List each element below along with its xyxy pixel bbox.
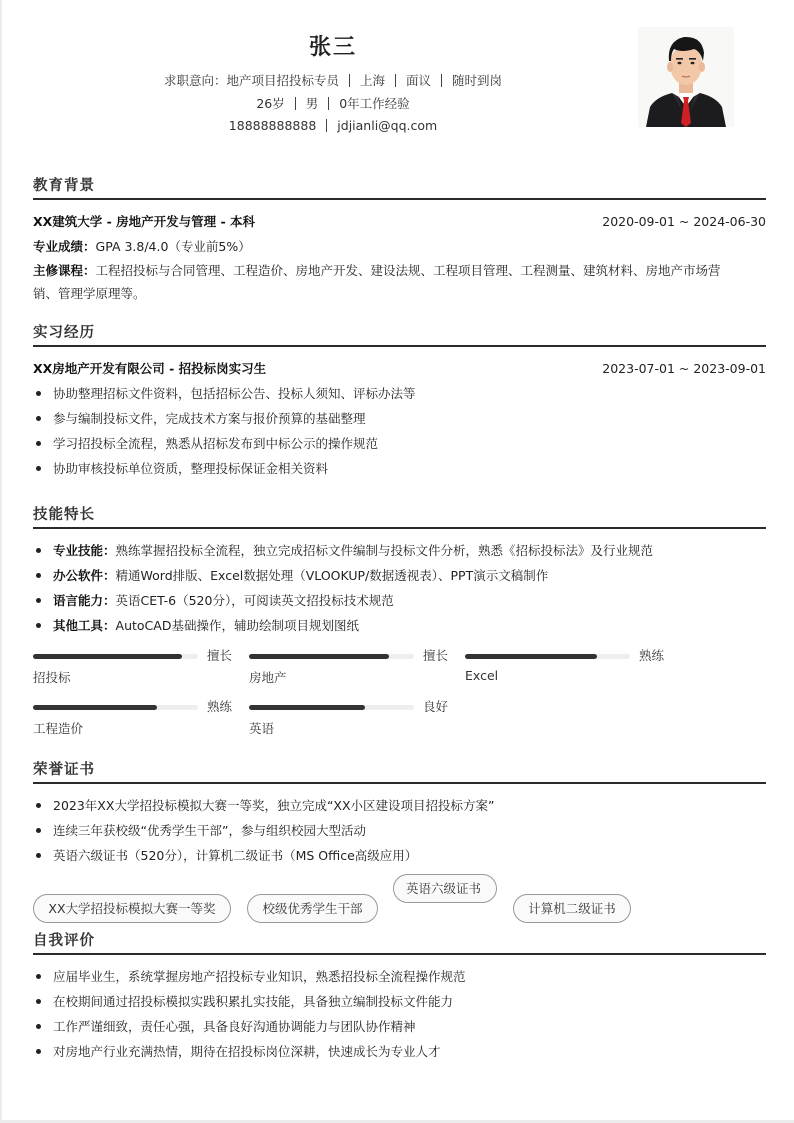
divider <box>441 74 442 87</box>
progress-fill <box>33 654 182 659</box>
internship-dates: 2023-07-01 ~ 2023-09-01 <box>602 360 766 376</box>
list-item: 英语六级证书（520分），计算机二级证书（MS Office高级应用） <box>33 843 766 868</box>
honor-tag: 校级优秀学生干部 <box>247 894 378 923</box>
progress-track <box>249 654 414 659</box>
section-title: 荣誉证书 <box>33 762 95 778</box>
progress-fill <box>33 705 157 710</box>
progress-track <box>249 705 414 710</box>
skill-text: 精通Word排版、Excel数据处理（VLOOKUP/数据透视表）、PPT演示文稿制作 <box>115 567 549 583</box>
skill-bars <box>33 648 733 743</box>
skill-level: 良好 <box>423 699 449 714</box>
section-education <box>33 174 766 305</box>
email: jdjianli@qq.com <box>337 118 438 133</box>
section-title: 自我评价 <box>33 933 95 949</box>
skill-level: 熟练 <box>639 648 665 663</box>
progress-fill <box>465 654 597 659</box>
salary: 面议 <box>406 73 432 88</box>
education-dates: 2020-09-01 ~ 2024-06-30 <box>602 213 766 229</box>
section-title: 教育背景 <box>33 178 95 194</box>
experience: 0年工作经验 <box>339 96 410 111</box>
courses-row <box>33 259 766 305</box>
company-role: XX房地产开发有限公司 - 招投标岗实习生 <box>33 360 267 376</box>
skill-bar-fangdichan <box>249 648 449 692</box>
honor-tag: 英语六级证书 <box>393 874 497 903</box>
honor-tag: XX大学招投标模拟大赛一等奖 <box>33 894 231 923</box>
section-title: 技能特长 <box>33 507 95 523</box>
list-item: 协助整理招标文件资料，包括招标公告、投标人须知、评标办法等 <box>33 381 766 406</box>
skills-bullets <box>33 538 766 638</box>
list-item: 对房地产行业充满热情，期待在招投标岗位深耕，快速成长为专业人才 <box>33 1039 766 1064</box>
skill-level: 擅长 <box>207 648 233 663</box>
courses-label: 主修课程： <box>33 262 96 278</box>
skill-level: 擅长 <box>423 648 449 663</box>
list-item: 学习招投标全流程，熟悉从招标发布到中标公示的操作规范 <box>33 431 766 456</box>
skill-name: 工程造价 <box>33 721 84 736</box>
skill-bar-excel <box>465 648 665 692</box>
progress-track <box>33 705 198 710</box>
divider <box>395 74 396 87</box>
skill-name: 英语 <box>249 721 275 736</box>
resume-header <box>2 0 794 150</box>
honors-bullets <box>33 793 766 868</box>
skill-text: 英语CET-6（520分），可阅读英文招投标技术规范 <box>115 592 394 608</box>
candidate-name: 张三 <box>308 35 357 60</box>
progress-fill <box>249 705 365 710</box>
list-item <box>33 538 766 563</box>
progress-track <box>33 654 198 659</box>
divider <box>295 97 296 110</box>
gpa-value: GPA 3.8/4.0（专业前5%） <box>95 238 251 254</box>
skill-text: AutoCAD基础操作，辅助绘制项目规划图纸 <box>115 617 359 633</box>
list-item: 协助审核投标单位资质，整理投标保证金相关资料 <box>33 456 766 481</box>
list-item <box>33 563 766 588</box>
list-item: 工作严谨细致，责任心强，具备良好沟通协调能力与团队协作精神 <box>33 1014 766 1039</box>
section-skills <box>33 503 766 638</box>
list-item: 连续三年获校级“优秀学生干部”，参与组织校园大型活动 <box>33 818 766 843</box>
internship-entry <box>33 356 766 381</box>
skill-name: 房地产 <box>249 670 287 685</box>
section-self-evaluation <box>33 929 766 1064</box>
list-item <box>33 588 766 613</box>
skill-label: 其他工具： <box>53 617 116 633</box>
avatar-illustration-icon <box>638 27 734 127</box>
gpa-row <box>33 234 766 259</box>
gender: 男 <box>305 96 319 111</box>
skill-label: 专业技能： <box>53 542 116 558</box>
honor-tags <box>33 874 733 924</box>
school-degree: XX建筑大学 - 房地产开发与管理 - 本科 <box>33 213 256 229</box>
section-internship <box>33 321 766 481</box>
skill-level: 熟练 <box>207 699 233 714</box>
progress-fill <box>249 654 389 659</box>
list-item: 参与编制投标文件，完成技术方案与报价预算的基础整理 <box>33 406 766 431</box>
skill-label: 语言能力： <box>53 592 116 608</box>
availability: 随时到岗 <box>452 73 503 88</box>
skill-bar-zhaotoubiao <box>33 648 233 692</box>
list-item <box>33 613 766 638</box>
skill-label: 办公软件： <box>53 567 116 583</box>
education-entry <box>33 209 766 234</box>
divider <box>328 97 329 110</box>
skill-bar-english <box>249 699 449 743</box>
job-intent-line <box>2 71 664 89</box>
divider <box>349 74 350 87</box>
courses-value: 工程招投标与合同管理、工程造价、房地产开发、建设法规、工程项目管理、工程测量、建筑材料、房地产市场营 <box>95 262 721 278</box>
gpa-label: 专业成绩： <box>33 238 96 254</box>
section-honors <box>33 758 766 868</box>
skill-name: Excel <box>465 668 499 683</box>
skill-name: 招投标 <box>33 670 71 685</box>
internship-bullets <box>33 381 766 481</box>
phone: 18888888888 <box>228 118 317 133</box>
progress-track <box>465 654 630 659</box>
age: 26岁 <box>256 96 285 111</box>
city: 上海 <box>359 73 385 88</box>
list-item: 在校期间通过招投标模拟实践积累扎实技能，具备独立编制投标文件能力 <box>33 989 766 1014</box>
avatar <box>638 27 734 127</box>
honor-tag: 计算机二级证书 <box>513 894 631 923</box>
job-intent: 求职意向：地产项目招投标专员 <box>163 73 339 88</box>
skill-bar-gongchengzaojia <box>33 699 233 743</box>
section-title: 实习经历 <box>33 325 95 341</box>
skill-text: 熟练掌握招投标全流程，独立完成招标文件编制与投标文件分析，熟悉《招标投标法》及行业规范 <box>115 542 654 558</box>
self-eval-bullets <box>33 964 766 1064</box>
courses-value-cont: 销、管理学原理等。 <box>33 285 146 301</box>
list-item: 应届毕业生，系统掌握房地产招投标专业知识，熟悉招投标全流程操作规范 <box>33 964 766 989</box>
list-item: 2023年XX大学招投标模拟大赛一等奖，独立完成“XX小区建设项目招投标方案” <box>33 793 766 818</box>
personal-info-line <box>2 94 664 112</box>
divider <box>326 119 327 132</box>
contact-line <box>2 118 664 133</box>
